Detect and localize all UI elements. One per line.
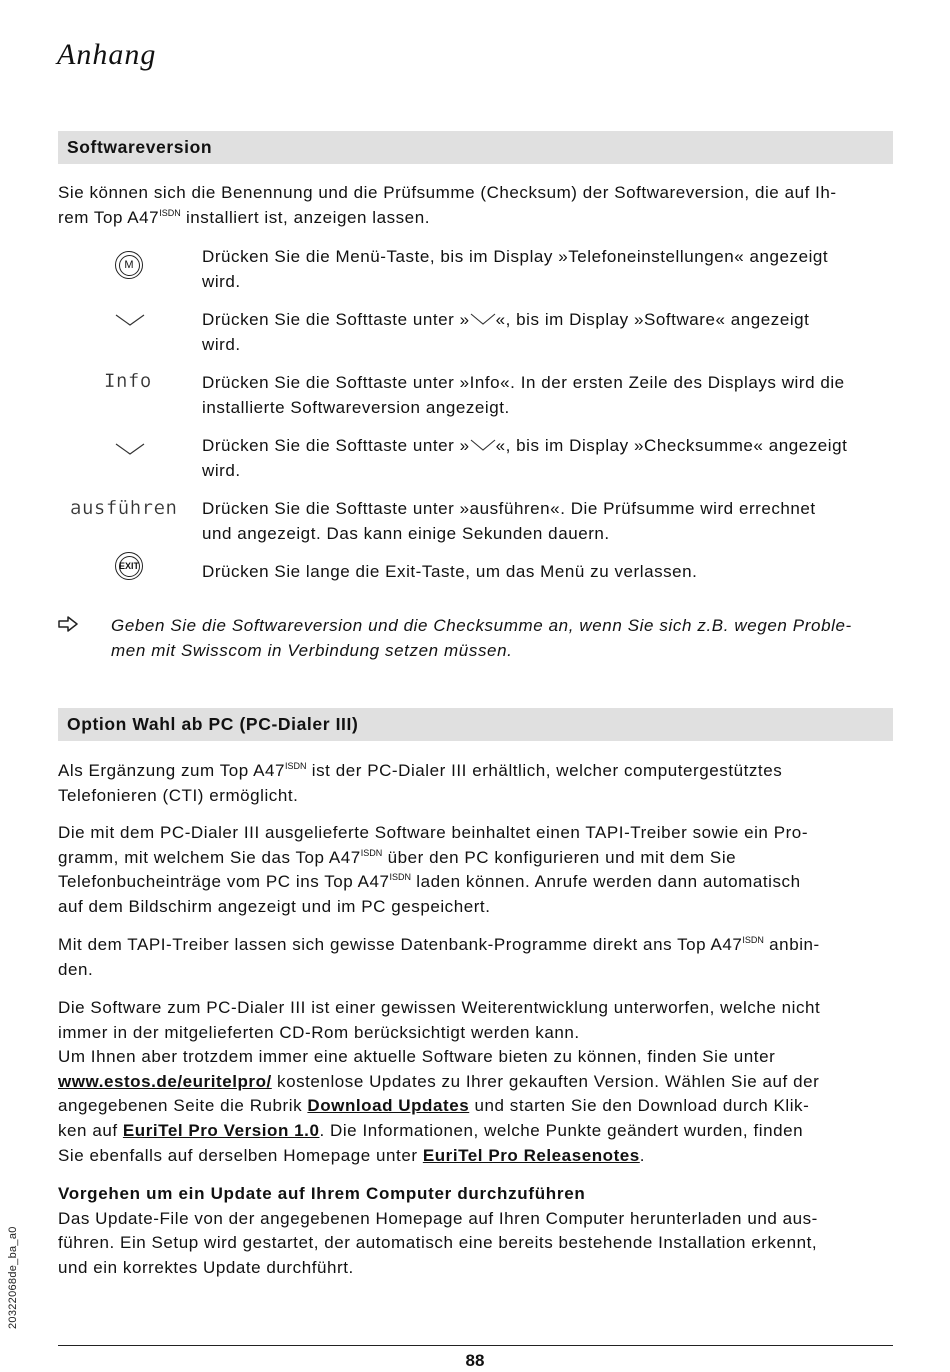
section-header-softwareversion — [58, 131, 893, 164]
paragraph-3: Mit dem TAPI-Treiber lassen sich gewisse Datenbank-Programme direkt ans Top $A47^{ISDN}$ anbin- den. — [58, 935, 820, 979]
step-4: Drücken Sie die Softtaste unter » «, bis im Display »Checksumme« angezeigt wird. — [202, 436, 848, 480]
down-arrow-icon — [470, 313, 496, 325]
lcd-ausfuehren-softkey: ausführen — [70, 497, 178, 519]
step-1: Drücken Sie die Menü-Taste, bis im Display »Telefoneinstellungen« angezeigt wird. — [202, 247, 829, 291]
page-number: 88 — [465, 1351, 485, 1370]
chapter-title: Anhang — [57, 38, 157, 71]
intro-line-2b: installiert ist, anzeigen lassen. — [180, 207, 430, 227]
estos-link[interactable]: www.estos.de/euritelpro/ — [58, 1071, 272, 1091]
note-text: Geben Sie die Softwareversion und die Checksumme an, wenn Sie sich z.B. wegen Proble- men mit Swisscom in Verbindung setzen müssen. — [111, 616, 852, 660]
isdn-superscript: ISDN — [159, 207, 181, 218]
paragraph-1: Als Ergänzung zum Top $A47^{ISDN}$ ist der PC-Dialer III erhältlich, welcher computergestütztes Telefonieren (CTI) ermöglicht. — [58, 761, 783, 805]
softkey-down-arrow-icon — [115, 442, 145, 456]
intro-paragraph — [58, 181, 898, 230]
step-6: Drücken Sie lange die Exit-Taste, um das Menü zu verlassen. — [202, 562, 698, 581]
subheading: Vorgehen um ein Update auf Ihrem Computer durchzuführen — [58, 1184, 586, 1203]
lcd-info-softkey: Info — [104, 370, 152, 392]
exit-key-icon: EXIT — [115, 552, 143, 580]
footer-divider — [58, 1345, 893, 1346]
paragraph-5: Vorgehen um ein Update auf Ihrem Computer durchzuführen Das Update-File von der angegebenen Homepage auf Ihren Computer herunterladen und aus- führen. Ein Setup wird gestartet, der automatisch eine bereits bestehende Installation erkennt, und ein korrektes Update durchführt. — [58, 1184, 818, 1277]
section-title: Option Wahl ab PC (PC-Dialer III) — [67, 714, 359, 734]
paragraph-2: Die mit dem PC-Dialer III ausgelieferte Software beinhaltet einen TAPI-Treiber sowie ein Pro- gramm, mit welchem Sie das Top $A47^{ISDN}$ über den PC konfigurieren und mit dem Sie Telefonbucheinträge vom PC ins Top $A47^{ISDN}$ laden können. Anrufe werden dann automatisch auf dem Bildschirm angezeigt und im PC gespeichert. — [58, 823, 809, 916]
section-title: Softwareversion — [67, 137, 213, 157]
intro-line-2a: rem Top A47 — [58, 207, 160, 227]
download-updates-link[interactable]: Download Updates — [307, 1096, 470, 1116]
document-code: 20322068de_ba_a0 — [7, 1226, 19, 1329]
section-header-pc-dialer — [58, 708, 893, 741]
menu-key-icon: M — [115, 251, 143, 279]
step-3: Drücken Sie die Softtaste unter »Info«. In der ersten Zeile des Displays wird die installierte Softwareversion angezeigt. — [202, 373, 845, 417]
euritel-pro-version-link[interactable]: EuriTel Pro Version 1.0 — [122, 1120, 320, 1140]
softkey-down-arrow-icon — [115, 313, 145, 327]
intro-line-1: Sie können sich die Benennung und die Prüfsumme (Checksum) der Softwareversion, die auf Ih- — [58, 183, 837, 202]
paragraph-4: Die Software zum PC-Dialer III ist einer gewissen Weiterentwicklung unterworfen, welche nicht immer in der mitgelieferten CD-Rom berücksichtigt werden kann. Um Ihnen aber trotzdem immer eine aktuelle Software bieten zu können, finden Sie unter www.estos.de/euritelpro/ kostenlose Updates zu Ihrer gekauften Version. Wählen Sie auf der angegebenen Seite die Rubrik Download Updates und starten Sie den Download durch Klik- ken auf EuriTel Pro Version 1.0. Die Informationen, welche Punkte geändert wurden, finden Sie ebenfalls auf derselben Homepage unter EuriTel Pro Releasenotes. — [58, 998, 821, 1165]
step-2: Drücken Sie die Softtaste unter » «, bis im Display »Software« angezeigt wird. — [202, 310, 810, 354]
step-5: Drücken Sie die Softtaste unter »ausführen«. Die Prüfsumme wird errechnet und angezeigt. Das kann einige Sekunden dauern. — [202, 499, 816, 543]
euritel-pro-releasenotes-link[interactable]: EuriTel Pro Releasenotes — [422, 1145, 640, 1165]
down-arrow-icon — [470, 439, 496, 451]
note-arrow-icon — [58, 616, 78, 632]
